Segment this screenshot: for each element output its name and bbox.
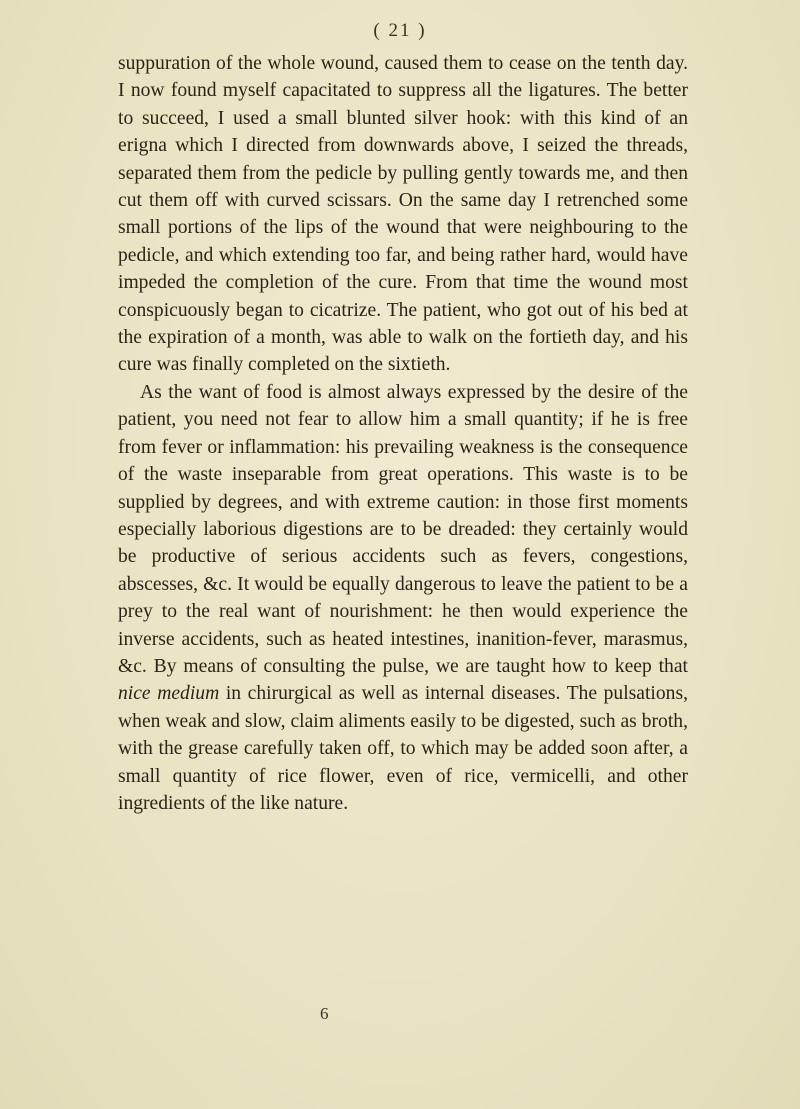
body-text (118, 50, 688, 817)
paragraph-2 (118, 379, 688, 818)
paragraph-1 (118, 50, 688, 379)
paragraph-1-text: suppuration of the whole wound, caused them to cease on the tenth day. I now found myself capacitated to suppress all the ligatures. The better to succeed, I used a small blunted silver hook: with this kind of an erigna which I directed from downwards above, I seized the threads, separated them from the pedicle by pulling gently towards me, and then cut them off with curved scissars. On the same day I retrenched some small portions of the lips of the wound that were neighbouring to the pedicle, and which extending too far, and being rather hard, would have impeded the completion of the cure. From that time the wound most conspicuously began to cicatrize. The patient, who got out of his bed at the expiration of a month, was able to walk on the fortieth day, and his cure was finally completed on the sixtieth. (118, 53, 688, 376)
paragraph-2-text-a: As the want of food is almost always expressed by the desire of the patient, you need not fear to allow him a small quantity; if he is free from fever or inflammation: his prevailing weakness is the consequence of the waste inseparable from great operations. This waste is to be supplied by degrees, and with extreme caution: in those first moments especially laborious digestions are to be dreaded: they certainly would be productive of serious accidents such as fevers, congestions, abscesses, &c. It would be equally dangerous to leave the patient to be a prey to the real want of nourishment: he then would experience the inverse accidents, such as heated intestines, inanition-fever, marasmus, &c. By means of consulting the pulse, we are taught how to keep that (118, 381, 688, 677)
paragraph-2-text-b: in chirurgical as well as internal diseases. The pulsations, when weak and slow, claim aliments easily to be digested, such as broth, with the grease carefully taken off, to which may be added soon after, a small quantity of rice flower, even of rice, vermicelli, and other ingredients of the like nature. (118, 683, 688, 814)
paragraph-2-italic-phrase: nice medium (118, 683, 220, 705)
signature-mark: 6 (320, 1004, 329, 1023)
page-number: ( 21 ) (373, 20, 427, 41)
